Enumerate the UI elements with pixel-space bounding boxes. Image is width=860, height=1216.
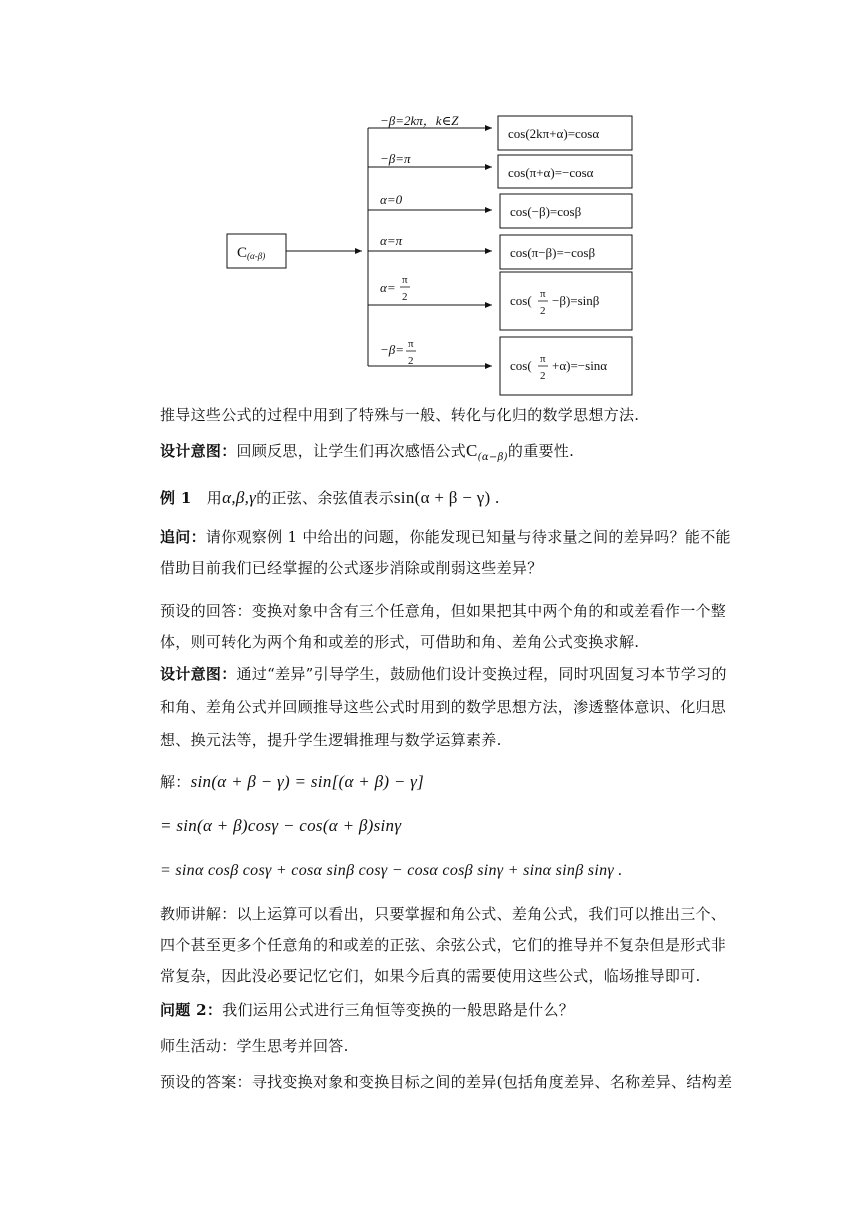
example-1	[160, 482, 740, 514]
branch-condition: α=0	[380, 192, 403, 207]
preset-answer-1: 预设的回答：变换对象中含有三个任意角，但如果把其中两个角的和或差看作一个整体，则可转化为两个角和或差的形式，可借助和角、差角公式变换求解.	[160, 602, 727, 651]
question-2	[160, 995, 740, 1026]
example-expression: sin(α + β − γ) .	[393, 488, 500, 507]
solution-line-1	[160, 766, 740, 798]
solution-line-3: = sinα cosβ cosγ + cosα sinβ cosγ − cosα cosβ sinγ + sinα sinβ sinγ .	[160, 862, 623, 879]
formula-c-sub: (α−β)	[477, 452, 508, 463]
question-2-label: 问题 2：	[160, 1001, 223, 1019]
design-intent-label: 设计意图：	[160, 442, 237, 460]
branch-condition: α=	[380, 280, 396, 295]
follow-up-label: 追问：	[160, 528, 206, 546]
branch-condition: −β=π	[380, 151, 411, 166]
formula-c: C	[466, 441, 478, 460]
follow-up-text: 请你观察例 1 中给出的问题，你能发现已知量与待求量之间的差异吗？能不能借助目前我们已经掌握的公式逐步消除或削弱这些差异？	[160, 528, 731, 577]
branch-condition: −β=2kπ，k∈Z	[380, 113, 459, 128]
formula-diagram	[0, 0, 860, 400]
design-intent-text-end: 的重要性.	[507, 442, 575, 460]
result-formula: cos(π+α)=−cosα	[508, 165, 594, 180]
result-formula: cos(π−β)=−cosβ	[510, 245, 596, 260]
follow-up-question	[160, 522, 740, 584]
frac-numerator: π	[540, 288, 546, 300]
frac-denominator: 2	[540, 305, 546, 317]
design-intent-text: 通过“差异”引导学生，鼓励他们设计变换过程，同时巩固复习本节学习的和角、差角公式并回顾推导这些公式时用到的数学思想方法，渗透整体意识、化归思想、换元法等，提升学生逻辑推理与数学运算素养.	[160, 665, 727, 749]
paragraph-design-intent-2	[160, 658, 740, 757]
preset-answer-2: 预设的答案：寻找变换对象和变换目标之间的差异(包括角度差异、名称差异、结构差	[160, 1073, 733, 1091]
design-intent-label: 设计意图：	[160, 665, 237, 683]
example-text-2: 的正弦、余弦值表示	[256, 489, 394, 507]
example-text: 用	[206, 489, 223, 507]
result-formula-pre: cos(	[510, 358, 532, 373]
frac-denominator: 2	[408, 355, 414, 367]
paragraph-methods: 推导这些公式的过程中用到了特殊与一般、转化与化归的数学思想方法.	[160, 406, 640, 424]
result-formula: cos(−β)=cosβ	[510, 204, 582, 219]
result-formula-pre: cos(	[510, 293, 532, 308]
frac-numerator: π	[540, 353, 546, 365]
paragraph-design-intent-1	[160, 435, 740, 473]
branch-condition: −β=	[380, 342, 405, 357]
solution-line-2: = sin(α + β)cosγ − cos(α + β)sinγ	[160, 816, 402, 835]
example-label: 例 1	[160, 489, 192, 507]
result-formula: cos(2kπ+α)=cosα	[508, 126, 600, 141]
frac-denominator: 2	[540, 370, 546, 382]
question-2-text: 我们运用公式进行三角恒等变换的一般思路是什么？	[222, 1001, 575, 1019]
frac-denominator: 2	[402, 291, 408, 303]
teacher-explanation: 教师讲解：以上运算可以看出，只要掌握和角公式、差角公式，我们可以推出三个、四个甚至更多个任意角的和或差的正弦、余弦公式，它们的推导并不复杂但是形式非常复杂，因此没必要记忆它们，如果今后真的需要使用这些公式，临场推导即可.	[160, 905, 727, 985]
solution-label: 解：	[160, 773, 191, 791]
frac-numerator: π	[402, 274, 408, 286]
solution-step-1: sin(α + β − γ) = sin[(α + β) − γ]	[190, 772, 425, 791]
frac-numerator: π	[408, 338, 414, 350]
teacher-student-activity: 师生活动：学生思考并回答.	[160, 1037, 349, 1055]
source-label: C(α-β)	[237, 245, 266, 261]
example-vars: α,β,γ	[222, 488, 257, 507]
design-intent-text: 回顾反思，让学生们再次感悟公式	[236, 442, 467, 460]
result-formula-post: −β)=sinβ	[552, 293, 600, 308]
branch-condition: α=π	[380, 233, 403, 248]
result-formula-post: +α)=−sinα	[552, 358, 608, 373]
